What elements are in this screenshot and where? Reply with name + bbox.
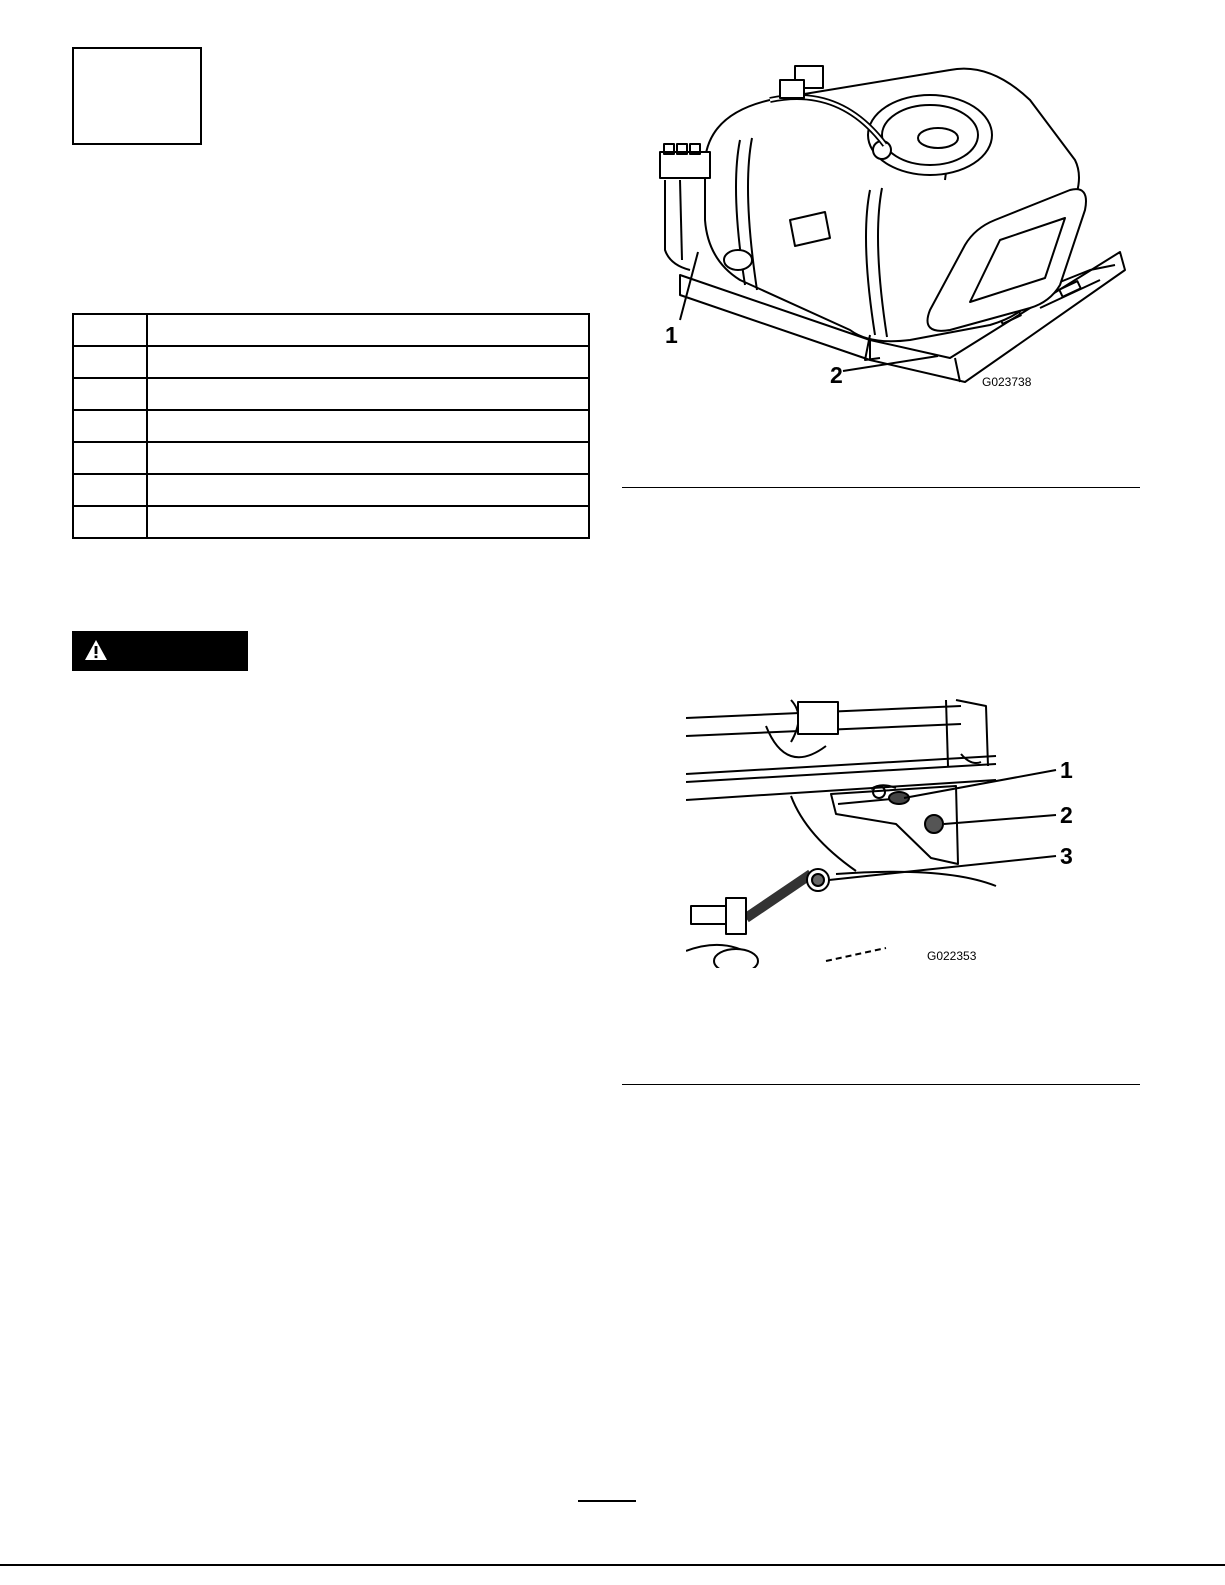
parts-table bbox=[72, 313, 590, 539]
table-row bbox=[73, 506, 589, 538]
figure-2-rule bbox=[622, 1084, 1140, 1085]
table-cell bbox=[147, 346, 589, 378]
table-cell bbox=[73, 314, 147, 346]
table-row bbox=[73, 474, 589, 506]
table-row bbox=[73, 410, 589, 442]
warning-icon bbox=[84, 639, 108, 661]
table-cell bbox=[147, 314, 589, 346]
table-row bbox=[73, 346, 589, 378]
warning-banner bbox=[72, 631, 248, 671]
table-cell bbox=[147, 506, 589, 538]
figure-1-rule bbox=[622, 487, 1140, 488]
figure-2-id: G022353 bbox=[927, 949, 977, 963]
step-box bbox=[72, 47, 202, 145]
figure-mounting-detail bbox=[686, 696, 1106, 968]
table-cell bbox=[73, 346, 147, 378]
table-cell bbox=[73, 410, 147, 442]
figure-1-callout-1: 1 bbox=[665, 322, 678, 348]
table-cell bbox=[73, 442, 147, 474]
figure-1-callout-2: 2 bbox=[830, 362, 843, 388]
figure-2-callout-2: 2 bbox=[1060, 802, 1073, 828]
table-cell bbox=[147, 474, 589, 506]
footer-rule bbox=[0, 1564, 1225, 1566]
table-cell bbox=[147, 442, 589, 474]
table-cell bbox=[147, 378, 589, 410]
figure-spray-tank bbox=[620, 40, 1140, 410]
table-cell bbox=[147, 410, 589, 442]
table-cell bbox=[73, 378, 147, 410]
table-row bbox=[73, 442, 589, 474]
page-number-line bbox=[578, 1500, 636, 1502]
table-row bbox=[73, 378, 589, 410]
table-cell bbox=[73, 474, 147, 506]
figure-2-callout-1: 1 bbox=[1060, 757, 1073, 783]
table-cell bbox=[73, 506, 147, 538]
table-row bbox=[73, 314, 589, 346]
figure-2-callout-3: 3 bbox=[1060, 843, 1073, 869]
figure-1-id: G023738 bbox=[982, 375, 1032, 389]
